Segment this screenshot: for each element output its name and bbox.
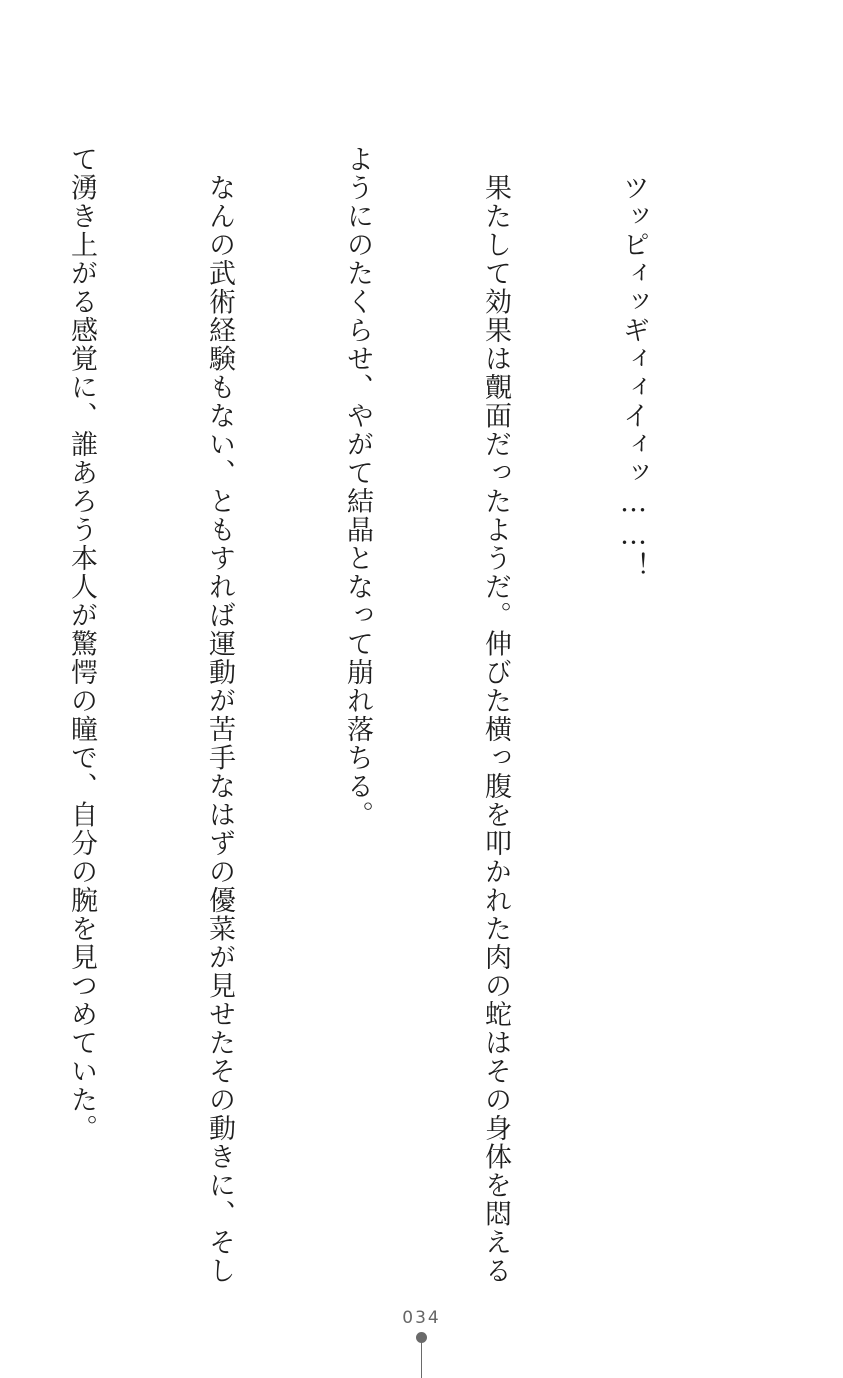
text-line-2: 果たして効果は覿面だったようだ。伸びた横っ腹を叩かれた肉の蛇はその身体を悶える	[480, 145, 511, 1285]
text-line-4: なんの武術経験もない、ともすれば運動が苦手なはずの優菜が見せたその動きに、そし	[204, 145, 235, 1285]
text-line-1: ツッピィッギィィイィッ……！	[618, 145, 649, 581]
text-line-5: て湧き上がる感覚に、誰あろう本人が驚愕の瞳で、自分の腕を見つめていた。	[66, 145, 97, 1143]
page-number: 034	[402, 1308, 441, 1328]
page-marker-line	[421, 1342, 422, 1378]
vertical-text-body	[0, 145, 748, 1285]
text-line-3: ようにのたくらせ、やがて結晶となって崩れ落ちる。	[342, 145, 373, 829]
